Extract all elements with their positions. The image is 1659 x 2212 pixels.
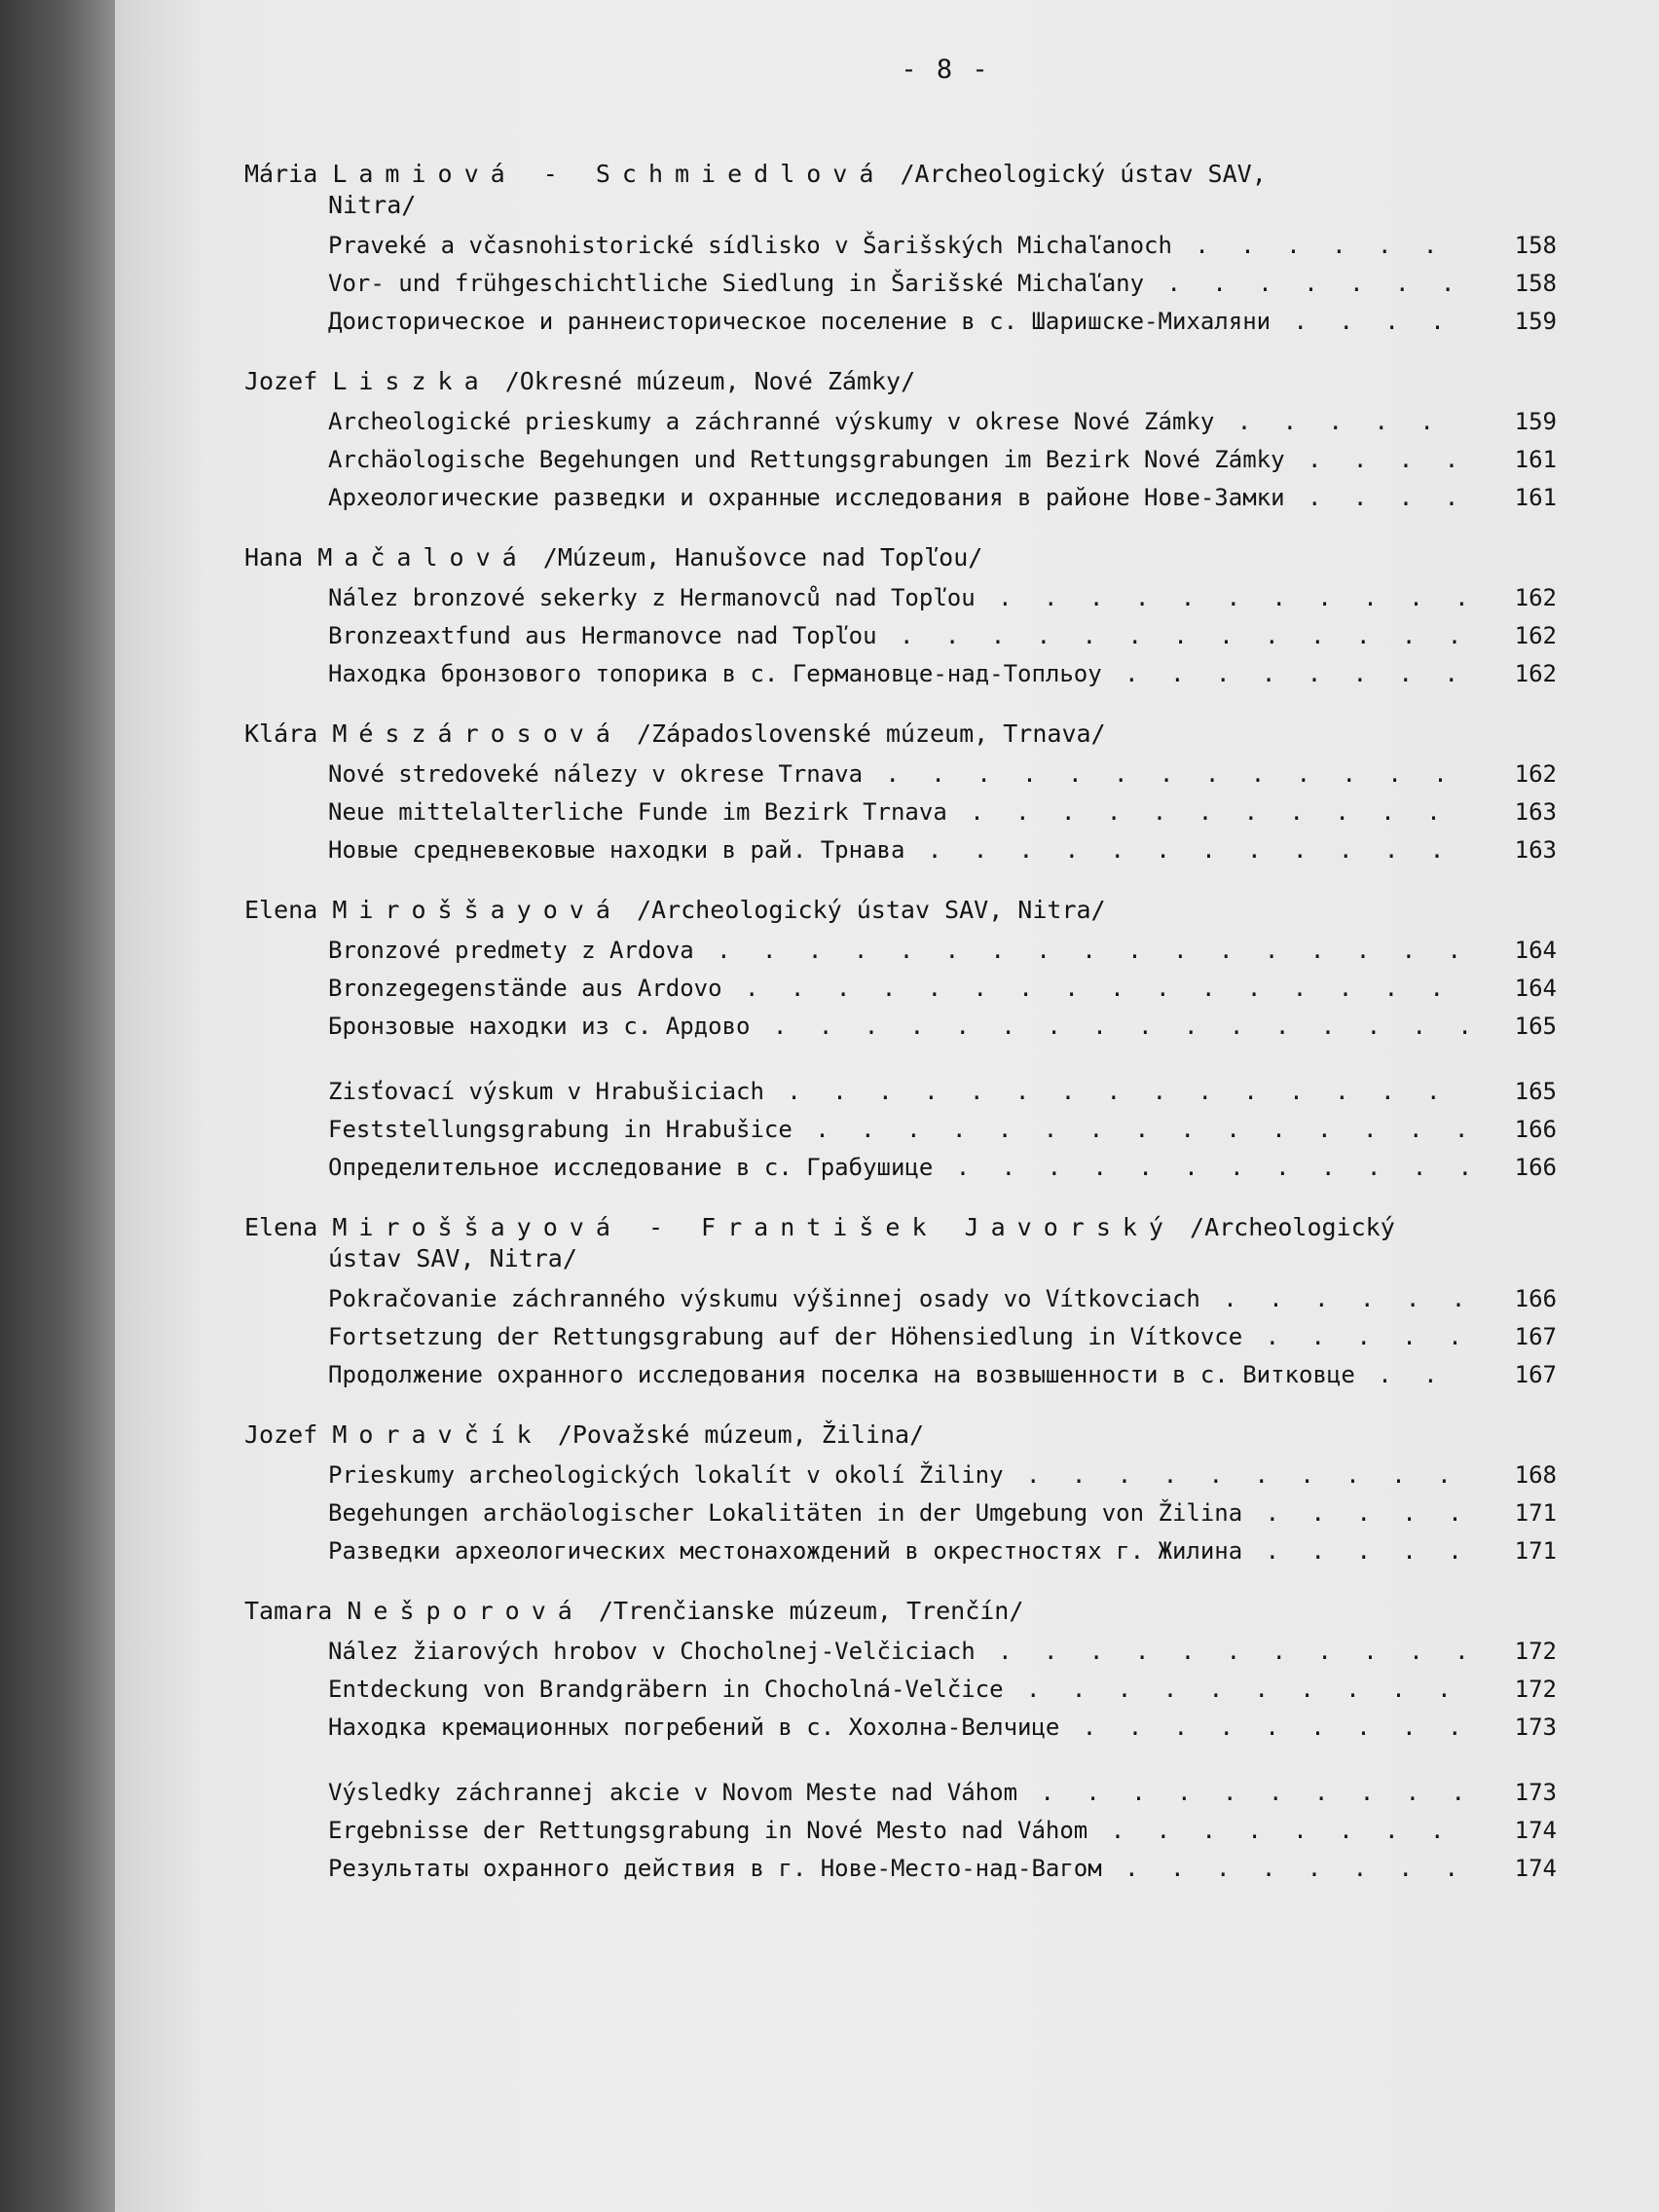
leader-dots: . . . . . . . . . (1059, 1714, 1471, 1741)
toc-entry[interactable] (328, 231, 1557, 260)
entry-title: Nález bronzové sekerky z Hermanovců nad Topľou . . . . . . . . . . . (328, 584, 1478, 611)
entry-title: Bronzeaxtfund aus Hermanovce nad Topľou . . . . . . . . . . . . . (328, 622, 1471, 649)
entry-title: Archeologické prieskumy a záchranné výskumy v okrese Nové Zámky . . . . . (328, 408, 1443, 435)
leader-dots: . . . . . . . . . . (1003, 1461, 1460, 1489)
spacer (244, 1742, 1659, 1769)
entry-title: Prieskumy archeologických lokalít v okolí Žiliny . . . . . . . . . . (328, 1461, 1460, 1489)
leader-dots: . . . . . . . . . . . . . . . . . (693, 937, 1470, 964)
author-first-name: Hana (244, 543, 304, 571)
entry-title: Výsledky záchrannej akcie v Novom Meste nad Váhom . . . . . . . . . . (328, 1779, 1474, 1806)
entry-page-number: 174 (1514, 1817, 1557, 1844)
entry-page-number: 164 (1514, 937, 1557, 964)
leader-dots: . . . . . . . . (1101, 1855, 1467, 1882)
entry-title: Ergebnisse der Rettungsgrabung in Nové Mesto nad Váhom . . . . . . . . (328, 1817, 1454, 1844)
entry-page-number: 172 (1514, 1676, 1557, 1703)
leader-dots: . . . . . . . . . . . (946, 798, 1450, 826)
toc-section (244, 158, 1659, 336)
author-line (244, 1211, 1568, 1244)
institution: /Archeologický ústav SAV, (900, 160, 1267, 188)
institution: /Archeologický ústav SAV, Nitra/ (636, 896, 1106, 924)
leader-dots: . . . . . . . . . . . (975, 584, 1478, 611)
entry-title: Бронзовые находки из с. Ардово . . . . . . . . . . . . . . . . (328, 1013, 1481, 1040)
entry-page-number: 166 (1514, 1285, 1557, 1312)
entry-page-number: 165 (1514, 1013, 1557, 1040)
toc-entry[interactable] (328, 797, 1557, 827)
leader-dots: . . . . . . (1199, 1285, 1475, 1312)
author-last-name: Lamiová - Schmiedlová (332, 160, 886, 188)
page-number: - 8 - (901, 55, 990, 85)
author-line (244, 365, 1568, 398)
author-line (244, 718, 1568, 751)
entry-page-number: 171 (1514, 1537, 1557, 1565)
author-first-name: Klára (244, 719, 318, 748)
entry-title: Bronzové predmety z Ardova . . . . . . . . . . . . . . . . . (328, 937, 1470, 964)
leader-dots: . . . . . . . . . . . . (904, 836, 1454, 864)
toc-entry[interactable] (328, 974, 1557, 1003)
toc-entry[interactable] (328, 1536, 1557, 1566)
entry-page-number: 158 (1514, 232, 1557, 259)
author-last-name: Miroššayová (332, 896, 622, 924)
toc-entry[interactable] (328, 1012, 1557, 1041)
entry-title: Fortsetzung der Rettungsgrabung auf der Höhensiedlung in Vítkovce . . . . . (328, 1323, 1471, 1350)
toc-entry[interactable] (328, 1816, 1557, 1845)
institution: /Západoslovenské múzeum, Trnava/ (636, 719, 1106, 748)
entry-page-number: 162 (1514, 622, 1557, 649)
leader-dots: . . . . . (1242, 1323, 1471, 1350)
toc-section (244, 365, 1659, 512)
leader-dots: . . . . (1284, 484, 1468, 511)
entry-page-number: 158 (1514, 270, 1557, 297)
leader-dots: . . . . . . . . . . (1003, 1676, 1460, 1703)
entry-page-number: 174 (1514, 1855, 1557, 1882)
leader-dots: . . . . . . . . . . . . . . . . (721, 975, 1453, 1002)
entry-page-number: 166 (1514, 1116, 1557, 1143)
entry-page-number: 162 (1514, 584, 1557, 611)
entry-title: Zisťovací výskum v Hrabušiciach . . . . . . . . . . . . . . . (328, 1078, 1450, 1105)
leader-dots: . . . . . . . . . . . . . . . (792, 1116, 1478, 1143)
author-last-name: Moravčík (332, 1420, 543, 1449)
institution-continuation: ústav SAV, Nitra/ (328, 1244, 577, 1272)
leader-dots: . . . . . . . . . . . . . (876, 622, 1471, 649)
toc-entry[interactable] (328, 621, 1557, 650)
toc-entry[interactable] (328, 1498, 1557, 1528)
toc-section (244, 1595, 1659, 1883)
leader-dots: . . . . . (1242, 1537, 1471, 1565)
entry-page-number: 163 (1514, 798, 1557, 826)
entry-title: Feststellungsgrabung in Hrabušice . . . . . . . . . . . . . . . (328, 1116, 1478, 1143)
author-line (244, 1595, 1568, 1628)
entry-title: Находка кремационных погребений в с. Хохолна-Велчице . . . . . . . . . (328, 1714, 1471, 1741)
toc-entry[interactable] (328, 269, 1557, 298)
toc-entry[interactable] (328, 1460, 1557, 1490)
entry-title: Результаты охранного действия в г. Нове-Место-над-Вагом . . . . . . . . (328, 1855, 1467, 1882)
entry-page-number: 166 (1514, 1154, 1557, 1181)
institution: /Múzeum, Hanušovce nad Topľou/ (542, 543, 983, 571)
entry-page-number: 162 (1514, 660, 1557, 687)
entry-title: Neue mittelalterliche Funde im Bezirk Trnava . . . . . . . . . . . (328, 798, 1450, 826)
entry-page-number: 167 (1514, 1361, 1557, 1388)
leader-dots: . . . . (1271, 308, 1454, 335)
entry-title: Разведки археологических местонахождений в окрестностях г. Жилина . . . . . (328, 1537, 1471, 1565)
institution-continuation: Nitra/ (328, 191, 417, 219)
entry-title: Новые средневековые находки в рай. Трнава . . . . . . . . . . . . (328, 836, 1454, 864)
toc-entry[interactable] (328, 1153, 1557, 1182)
entry-page-number: 164 (1514, 975, 1557, 1002)
entry-page-number: 173 (1514, 1779, 1557, 1806)
author-line (244, 158, 1568, 191)
author-first-name: Elena (244, 896, 318, 924)
leader-dots: . . . . . . . . (1101, 660, 1467, 687)
author-first-name: Elena (244, 1213, 318, 1241)
entry-title: Entdeckung von Brandgräbern in Chocholná-Velčice . . . . . . . . . . (328, 1676, 1460, 1703)
entry-title: Begehungen archäologischer Lokalitäten in der Umgebung von Žilina . . . . . (328, 1499, 1471, 1527)
entry-title: Nález žiarových hrobov v Chocholnej-Velčiciach . . . . . . . . . . . (328, 1638, 1478, 1665)
entry-page-number: 172 (1514, 1638, 1557, 1665)
toc-entry[interactable] (328, 1360, 1557, 1389)
author-first-name: Jozef (244, 367, 318, 395)
author-last-name: Mačalová (317, 543, 529, 571)
leader-dots: . . . . . . (1171, 232, 1447, 259)
entry-page-number: 163 (1514, 836, 1557, 864)
entry-page-number: 165 (1514, 1078, 1557, 1105)
toc-entry[interactable] (328, 483, 1557, 512)
leader-dots: . . . . (1284, 446, 1468, 473)
author-last-name: Miroššayová - František Javorský (332, 1213, 1175, 1241)
toc-section (244, 541, 1659, 688)
book-binding (0, 0, 115, 2212)
leader-dots: . . . . . . . (1144, 270, 1464, 297)
entry-page-number: 168 (1514, 1461, 1557, 1489)
entry-page-number: 159 (1514, 408, 1557, 435)
toc-entry[interactable] (328, 583, 1557, 612)
leader-dots: . . . . . . . . . . . . . (863, 760, 1456, 788)
author-first-name: Mária (244, 160, 318, 188)
leader-dots: . . . . . . . . (1088, 1817, 1454, 1844)
toc-entry[interactable] (328, 1322, 1557, 1351)
institution: /Okresné múzeum, Nové Zámky/ (504, 367, 916, 395)
leader-dots: . . . . . . . . . . . (975, 1638, 1478, 1665)
toc-entry[interactable] (328, 1778, 1557, 1807)
institution: /Archeologický (1190, 1213, 1395, 1241)
toc-section (244, 894, 1659, 1182)
toc-section (244, 1419, 1659, 1566)
leader-dots: . . . . . . . . . . . . (933, 1154, 1482, 1181)
entry-title: Доисторическое и раннеисторическое поселение в с. Шаришске-Михаляни . . . . (328, 308, 1454, 335)
entry-title: Praveké a včasnohistorické sídlisko v Šarišských Michaľanoch . . . . . . (328, 232, 1447, 259)
entry-title: Vor- und frühgeschichtliche Siedlung in Šarišské Michaľany . . . . . . . (328, 270, 1464, 297)
entry-page-number: 161 (1514, 446, 1557, 473)
toc-entry[interactable] (328, 936, 1557, 965)
leader-dots: . . . . . (1214, 408, 1443, 435)
author-line (244, 894, 1568, 927)
entry-page-number: 167 (1514, 1323, 1557, 1350)
author-first-name: Tamara (244, 1597, 333, 1625)
entry-title: Продолжение охранного исследования поселка на возвышенности в с. Витковце . . (328, 1361, 1447, 1388)
author-line (244, 541, 1568, 574)
entry-page-number: 159 (1514, 308, 1557, 335)
toc-entry[interactable] (328, 1854, 1557, 1883)
institution: /Trenčianske múzeum, Trenčín/ (598, 1597, 1024, 1625)
entry-title: Pokračovanie záchranného výskumu výšinnej osady vo Vítkovciach . . . . . . (328, 1285, 1475, 1312)
toc-entry[interactable] (328, 1077, 1557, 1106)
author-last-name: Nešporová (347, 1597, 584, 1625)
toc-entry[interactable] (328, 1675, 1557, 1704)
entry-page-number: 171 (1514, 1499, 1557, 1527)
leader-dots: . . . . . (1242, 1499, 1471, 1527)
leader-dots: . . . . . . . . . . (1017, 1779, 1474, 1806)
author-last-name: Mészárosová (332, 719, 622, 748)
toc-entry[interactable] (328, 759, 1557, 789)
document-page (115, 0, 1659, 2212)
entry-page-number: 161 (1514, 484, 1557, 511)
toc-entry[interactable] (328, 1637, 1557, 1666)
leader-dots: . . . . . . . . . . . . . . . . (750, 1013, 1481, 1040)
entry-title: Bronzegegenstände aus Ardovo . . . . . . . . . . . . . . . . (328, 975, 1453, 1002)
toc-entry[interactable] (328, 1713, 1557, 1742)
spacer (244, 1041, 1659, 1068)
entry-page-number: 173 (1514, 1714, 1557, 1741)
toc-entry[interactable] (328, 1284, 1557, 1313)
author-line (244, 1419, 1568, 1452)
toc-entry[interactable] (328, 307, 1557, 336)
author-first-name: Jozef (244, 1420, 318, 1449)
leader-dots: . . (1354, 1361, 1447, 1388)
entry-title: Определительное исследование в с. Грабушице . . . . . . . . . . . . (328, 1154, 1482, 1181)
entry-page-number: 162 (1514, 760, 1557, 788)
table-of-contents (244, 158, 1659, 1912)
toc-section (244, 1211, 1659, 1389)
toc-entry[interactable] (328, 445, 1557, 474)
toc-entry[interactable] (328, 407, 1557, 436)
toc-entry[interactable] (328, 659, 1557, 688)
toc-entry[interactable] (328, 1115, 1557, 1144)
leader-dots: . . . . . . . . . . . . . . . (763, 1078, 1450, 1105)
institution: /Považské múzeum, Žilina/ (557, 1420, 925, 1449)
entry-title: Nové stredoveké nálezy v okrese Trnava . . . . . . . . . . . . . (328, 760, 1456, 788)
entry-title: Находка бронзового топорика в с. Германовце-над-Топльоу . . . . . . . . (328, 660, 1467, 687)
entry-title: Archäologische Begehungen und Rettungsgrabungen im Bezirk Nové Zámky . . . . (328, 446, 1468, 473)
entry-title: Археологические разведки и охранные исследования в районе Нове-Замки . . . . (328, 484, 1468, 511)
toc-entry[interactable] (328, 835, 1557, 865)
toc-section (244, 718, 1659, 865)
author-last-name: Liszka (332, 367, 491, 395)
